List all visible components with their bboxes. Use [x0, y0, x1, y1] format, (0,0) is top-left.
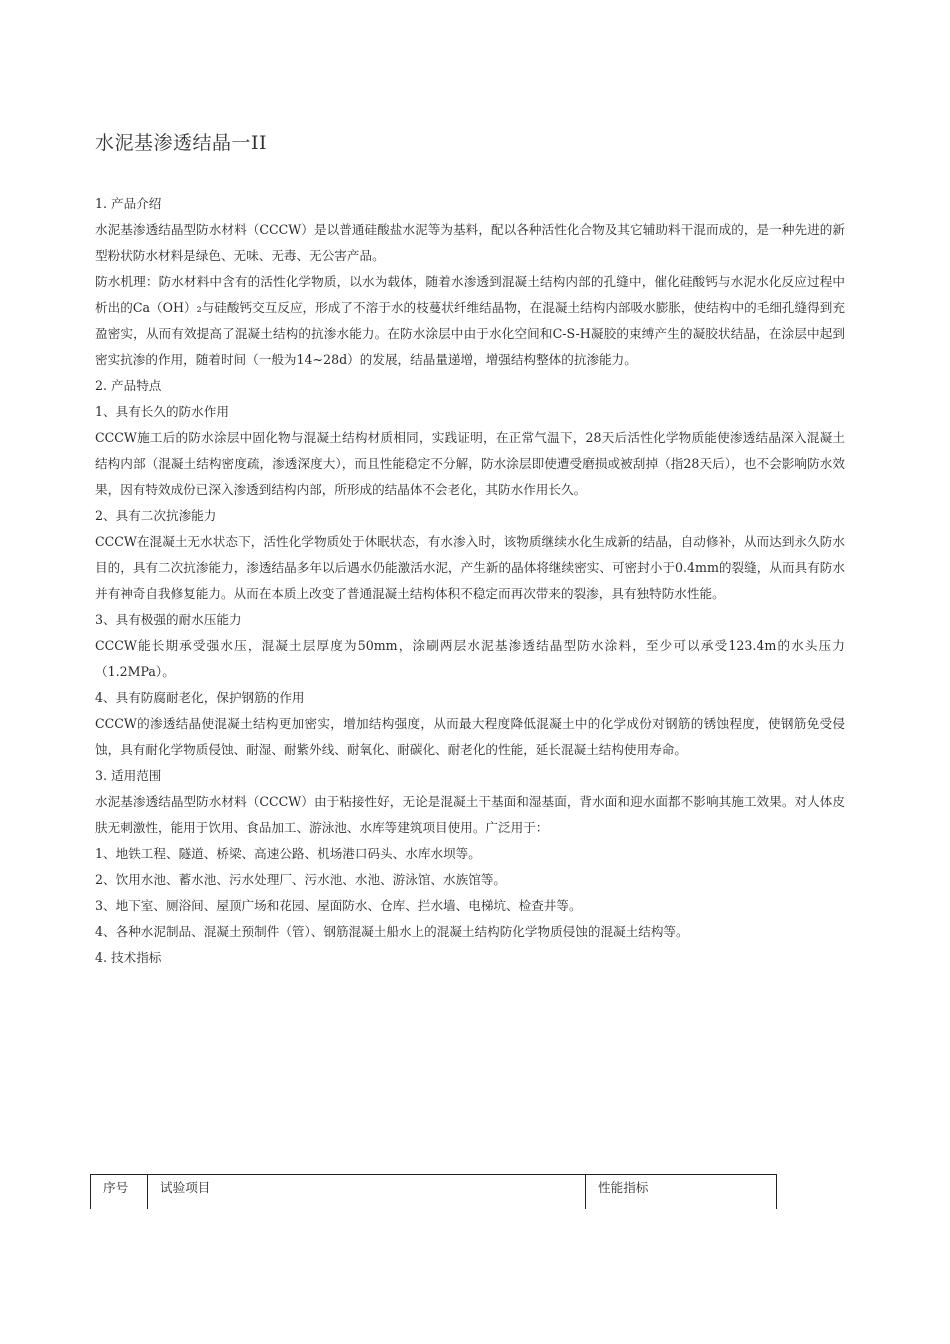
section-heading-intro: 1. 产品介绍 [95, 196, 162, 211]
scope-item-3: 3、地下室、厕浴间、屋顶广场和花园、屋面防水、仓库、拦水墙、电梯坑、检查井等。 [95, 898, 582, 913]
table-header-cell: 序号 [91, 1175, 148, 1210]
document-title: 水泥基渗透结晶一II [95, 132, 268, 154]
scope-item-2: 2、饮用水池、蓄水池、污水处理厂、污水池、水池、游泳馆、水族馆等。 [95, 872, 507, 887]
scope-item-1: 1、地铁工程、隧道、桥梁、高速公路、机场港口码头、水库水坝等。 [95, 846, 481, 861]
feature-heading-4: 4、具有防腐耐老化，保护钢筋的作用 [95, 690, 305, 705]
feature-heading-1: 1、具有长久的防水作用 [95, 404, 229, 419]
feature-paragraph-4: CCCW的渗透结晶使混凝土结构更加密实，增加结构强度，从而最大程度降低混凝土中的化学成份对钢筋的锈蚀程度，使钢筋免受侵蚀，具有耐化学物质侵蚀、耐湿、耐紫外线、耐氧化、耐碳化、耐老化的性能，延长混凝土结构使用寿命。 [95, 716, 845, 757]
feature-heading-2: 2、具有二次抗渗能力 [95, 508, 217, 523]
feature-paragraph-3: CCCW能长期承受强水压，混凝土层厚度为50mm，涂刷两层水泥基渗透结晶型防水涂料，至少可以承受123.4m的水头压力（1.2MPa）。 [95, 638, 845, 679]
feature-paragraph-1: CCCW施工后的防水涂层中固化物与混凝土结构材质相同，实践证明，在正常气温下，28天后活性化学物质能使渗透结晶深入混凝土结构内部（混凝土结构密度疏，渗透深度大），而且性能稳定不分解，防水涂层即使遭受磨损或被刮掉（指28天后），也不会影响防水效果，因有特效成份已深入渗透到结构内部，所形成的结晶体不会老化，其防水作用长久。 [95, 430, 845, 497]
scope-item-4: 4、各种水泥制品、混凝土预制件（管）、钢筋混凝土船水上的混凝土结构防化学物质侵蚀的混凝土结构等。 [95, 924, 689, 939]
table-header-cell: 性能指标 [586, 1175, 777, 1210]
spec-table [90, 1174, 777, 1209]
paragraph-scope: 水泥基渗透结晶型防水材料（CCCW）由于粘接性好，无论是混凝土干基面和湿基面，背水面和迎水面都不影响其施工效果。对人体皮肤无刺激性，能用于饮用、食品加工、游泳池、水库等建筑项目使用。广泛用于： [95, 794, 845, 835]
feature-paragraph-2: CCCW在混凝土无水状态下，活性化学物质处于休眠状态，有水渗入时，该物质继续水化生成新的结晶，自动修补，从而达到永久防水目的，具有二次抗渗能力，渗透结晶多年以后遇水仍能激活水泥，产生新的晶体将继续密实、可密封小于0.4mm的裂缝，从而具有防水并有神奇自我修复能力。从而在本质上改变了普通混凝土结构体积不稳定而再次带来的裂渗，具有独特防水性能。 [95, 534, 845, 601]
section-heading-features: 2. 产品特点 [95, 378, 162, 393]
table-header-row [91, 1175, 777, 1210]
section-heading-specs: 4. 技术指标 [95, 950, 162, 965]
spec-table-wrapper [90, 1174, 777, 1209]
feature-heading-3: 3、具有极强的耐水压能力 [95, 612, 242, 627]
section-heading-scope: 3. 适用范围 [95, 768, 162, 783]
paragraph-intro: 水泥基渗透结晶型防水材料（CCCW）是以普通硅酸盐水泥等为基料，配以各种活性化合物及其它辅助料干混而成的，是一种先进的新型粉状防水材料是绿色、无味、无毒、无公害产品。 [95, 222, 845, 263]
paragraph-mechanism: 防水机理：防水材料中含有的活性化学物质，以水为载体，随着水渗透到混凝土结构内部的孔缝中，催化硅酸钙与水泥水化反应过程中析出的Ca（OH）₂与硅酸钙交互反应，形成了不溶于水的枝蔓状纤维结晶物，在混凝土结构内部吸水膨胀，使结构中的毛细孔缝得到充盈密实，从而有效提高了混凝土结构的抗渗水能力。在防水涂层中由于水化空间和C-S-H凝胶的束缚产生的凝胶状结晶，在涂层中起到密实抗渗的作用，随着时间（一般为14~28d）的发展，结晶量递增，增强结构整体的抗渗能力。 [95, 274, 845, 367]
table-header-cell: 试验项目 [148, 1175, 586, 1210]
document-body [95, 191, 845, 971]
